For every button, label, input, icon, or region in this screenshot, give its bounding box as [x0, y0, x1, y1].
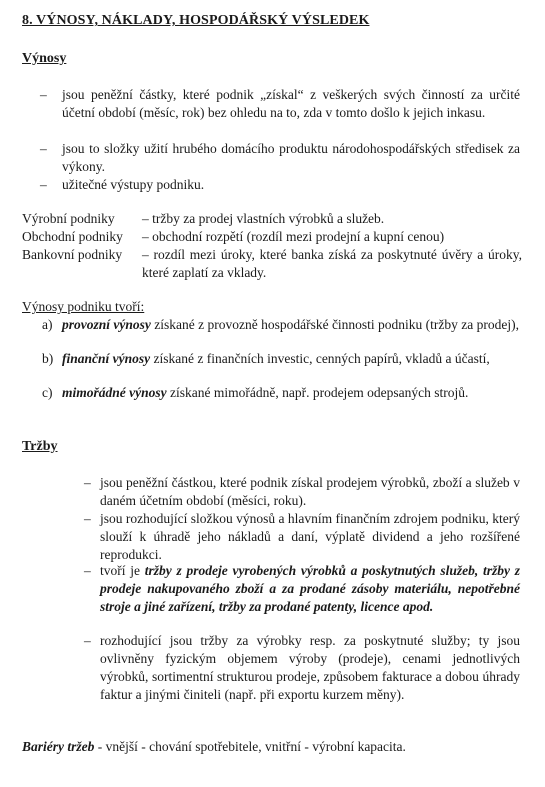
bullet-dash: –	[40, 177, 47, 192]
trzby-bullet-3	[84, 562, 520, 634]
composition-item-text	[62, 350, 520, 368]
bullet-dash: –	[84, 475, 91, 490]
bariery-term: Bariéry tržeb	[22, 739, 95, 754]
trzby-bullet-4-text: rozhodující jsou tržby za výrobky resp. za poskytnuté služby; ty jsou ovlivněny fyzickým objemem výroby (prodeje), cenami jednotlivých výrobků, sortimentní strukturou prodeje, způsobem fakturace a dobou úhrady faktur a jinými činiteli (např. při exportu kurzem měny).	[100, 633, 520, 702]
bullet-dash: –	[84, 633, 91, 648]
page-title: 8. VÝNOSY, NÁKLADY, HOSPODÁŘSKÝ VÝSLEDEK	[22, 13, 370, 28]
bullet-dash: –	[84, 563, 91, 578]
vynosy-bullet-3-text: užitečné výstupy podniku.	[62, 177, 205, 192]
vynosy-bullet-1	[40, 86, 520, 140]
composition-item-text	[62, 384, 520, 402]
composition-rest: získané z provozně hospodářské činnosti podniku (tržby za prodej),	[150, 317, 520, 332]
composition-item-text	[62, 316, 520, 334]
trzby-bullet-1	[84, 474, 520, 510]
vynosy-bullet-1-text: jsou peněžní částky, které podnik „získal“ z veškerých svých činností za určité účetní období (měsíc, rok) bez ohledu na to, zda v tomto došlo k jejich inkasu.	[62, 87, 520, 120]
type-label: Obchodní podniky	[22, 229, 123, 244]
composition-rest: získané z finančních investic, cenných papírů, vkladů a účastí,	[150, 351, 490, 366]
composition-item-a	[42, 316, 520, 352]
trzby-bullet-3-text	[100, 562, 520, 616]
item-marker: c)	[42, 385, 53, 400]
bullet-dash: –	[40, 141, 47, 156]
type-label: Bankovní podniky	[22, 247, 123, 262]
item-marker: a)	[42, 317, 53, 332]
type-label: Výrobní podniky	[22, 211, 115, 226]
trzby-bullet-2	[84, 510, 520, 564]
bariery-rest: - vnější - chování spotřebitele, vnitřní - výrobní kapacita.	[94, 739, 406, 754]
composition-term: finanční výnosy	[62, 351, 151, 366]
heading-trzby: Tržby	[22, 439, 58, 454]
composition-term: mimořádné výnosy	[62, 385, 167, 400]
item-marker: b)	[42, 351, 54, 366]
composition-term: provozní výnosy	[62, 317, 151, 332]
type-value: – tržby za prodej vlastních výrobků a služeb.	[142, 211, 385, 226]
vynosy-bullet-3	[40, 176, 520, 194]
vynosy-bullet-2-text: jsou to složky užití hrubého domácího produktu národohospodářských středisek za výkony.	[62, 141, 520, 174]
type-row-vyrobni	[22, 210, 522, 228]
composition-item-c	[42, 384, 520, 420]
type-value: – obchodní rozpětí (rozdíl mezi prodejní a kupní cenou)	[142, 229, 445, 244]
heading-vynosy: Výnosy	[22, 51, 67, 66]
composition-item-b	[42, 350, 520, 386]
trzby-bullet-4	[84, 632, 520, 722]
composition-heading: Výnosy podniku tvoří:	[22, 299, 145, 314]
trzby-bullet-3-bold: tržby z prodeje vyrobených výrobků a poskytnutých služeb, tržby z prodeje nakupovaného zboží a za prodané zásoby materiálu, nepotřebné stroje a jiné zařízení, tržby za prodané patenty, licence apod.	[100, 563, 521, 614]
trzby-bullet-3-prefix: tvoří je	[100, 563, 145, 578]
type-row-obchodni	[22, 228, 522, 246]
bariery-line	[22, 738, 406, 756]
trzby-bullet-1-text: jsou peněžní částkou, které podnik získal prodejem výrobků, zboží a služeb v daném účetním období (měsíci, roku).	[100, 475, 520, 508]
type-row-bankovni	[22, 246, 522, 282]
trzby-bullet-2-text: jsou rozhodující složkou výnosů a hlavním finančním zdrojem podniku, který slouží k úhradě jeho nákladů a daní, výplatě dividend a jeho rozšířené reprodukci.	[100, 511, 520, 562]
bullet-dash: –	[84, 511, 91, 526]
composition-rest: získané mimořádně, např. prodejem odepsaných strojů.	[166, 385, 469, 400]
type-value: – rozdíl mezi úroky, které banka získá za poskytnuté úvěry a úroky, které zaplatí za vklady.	[142, 247, 522, 280]
vynosy-bullet-2	[40, 140, 520, 176]
bullet-dash: –	[40, 87, 47, 102]
